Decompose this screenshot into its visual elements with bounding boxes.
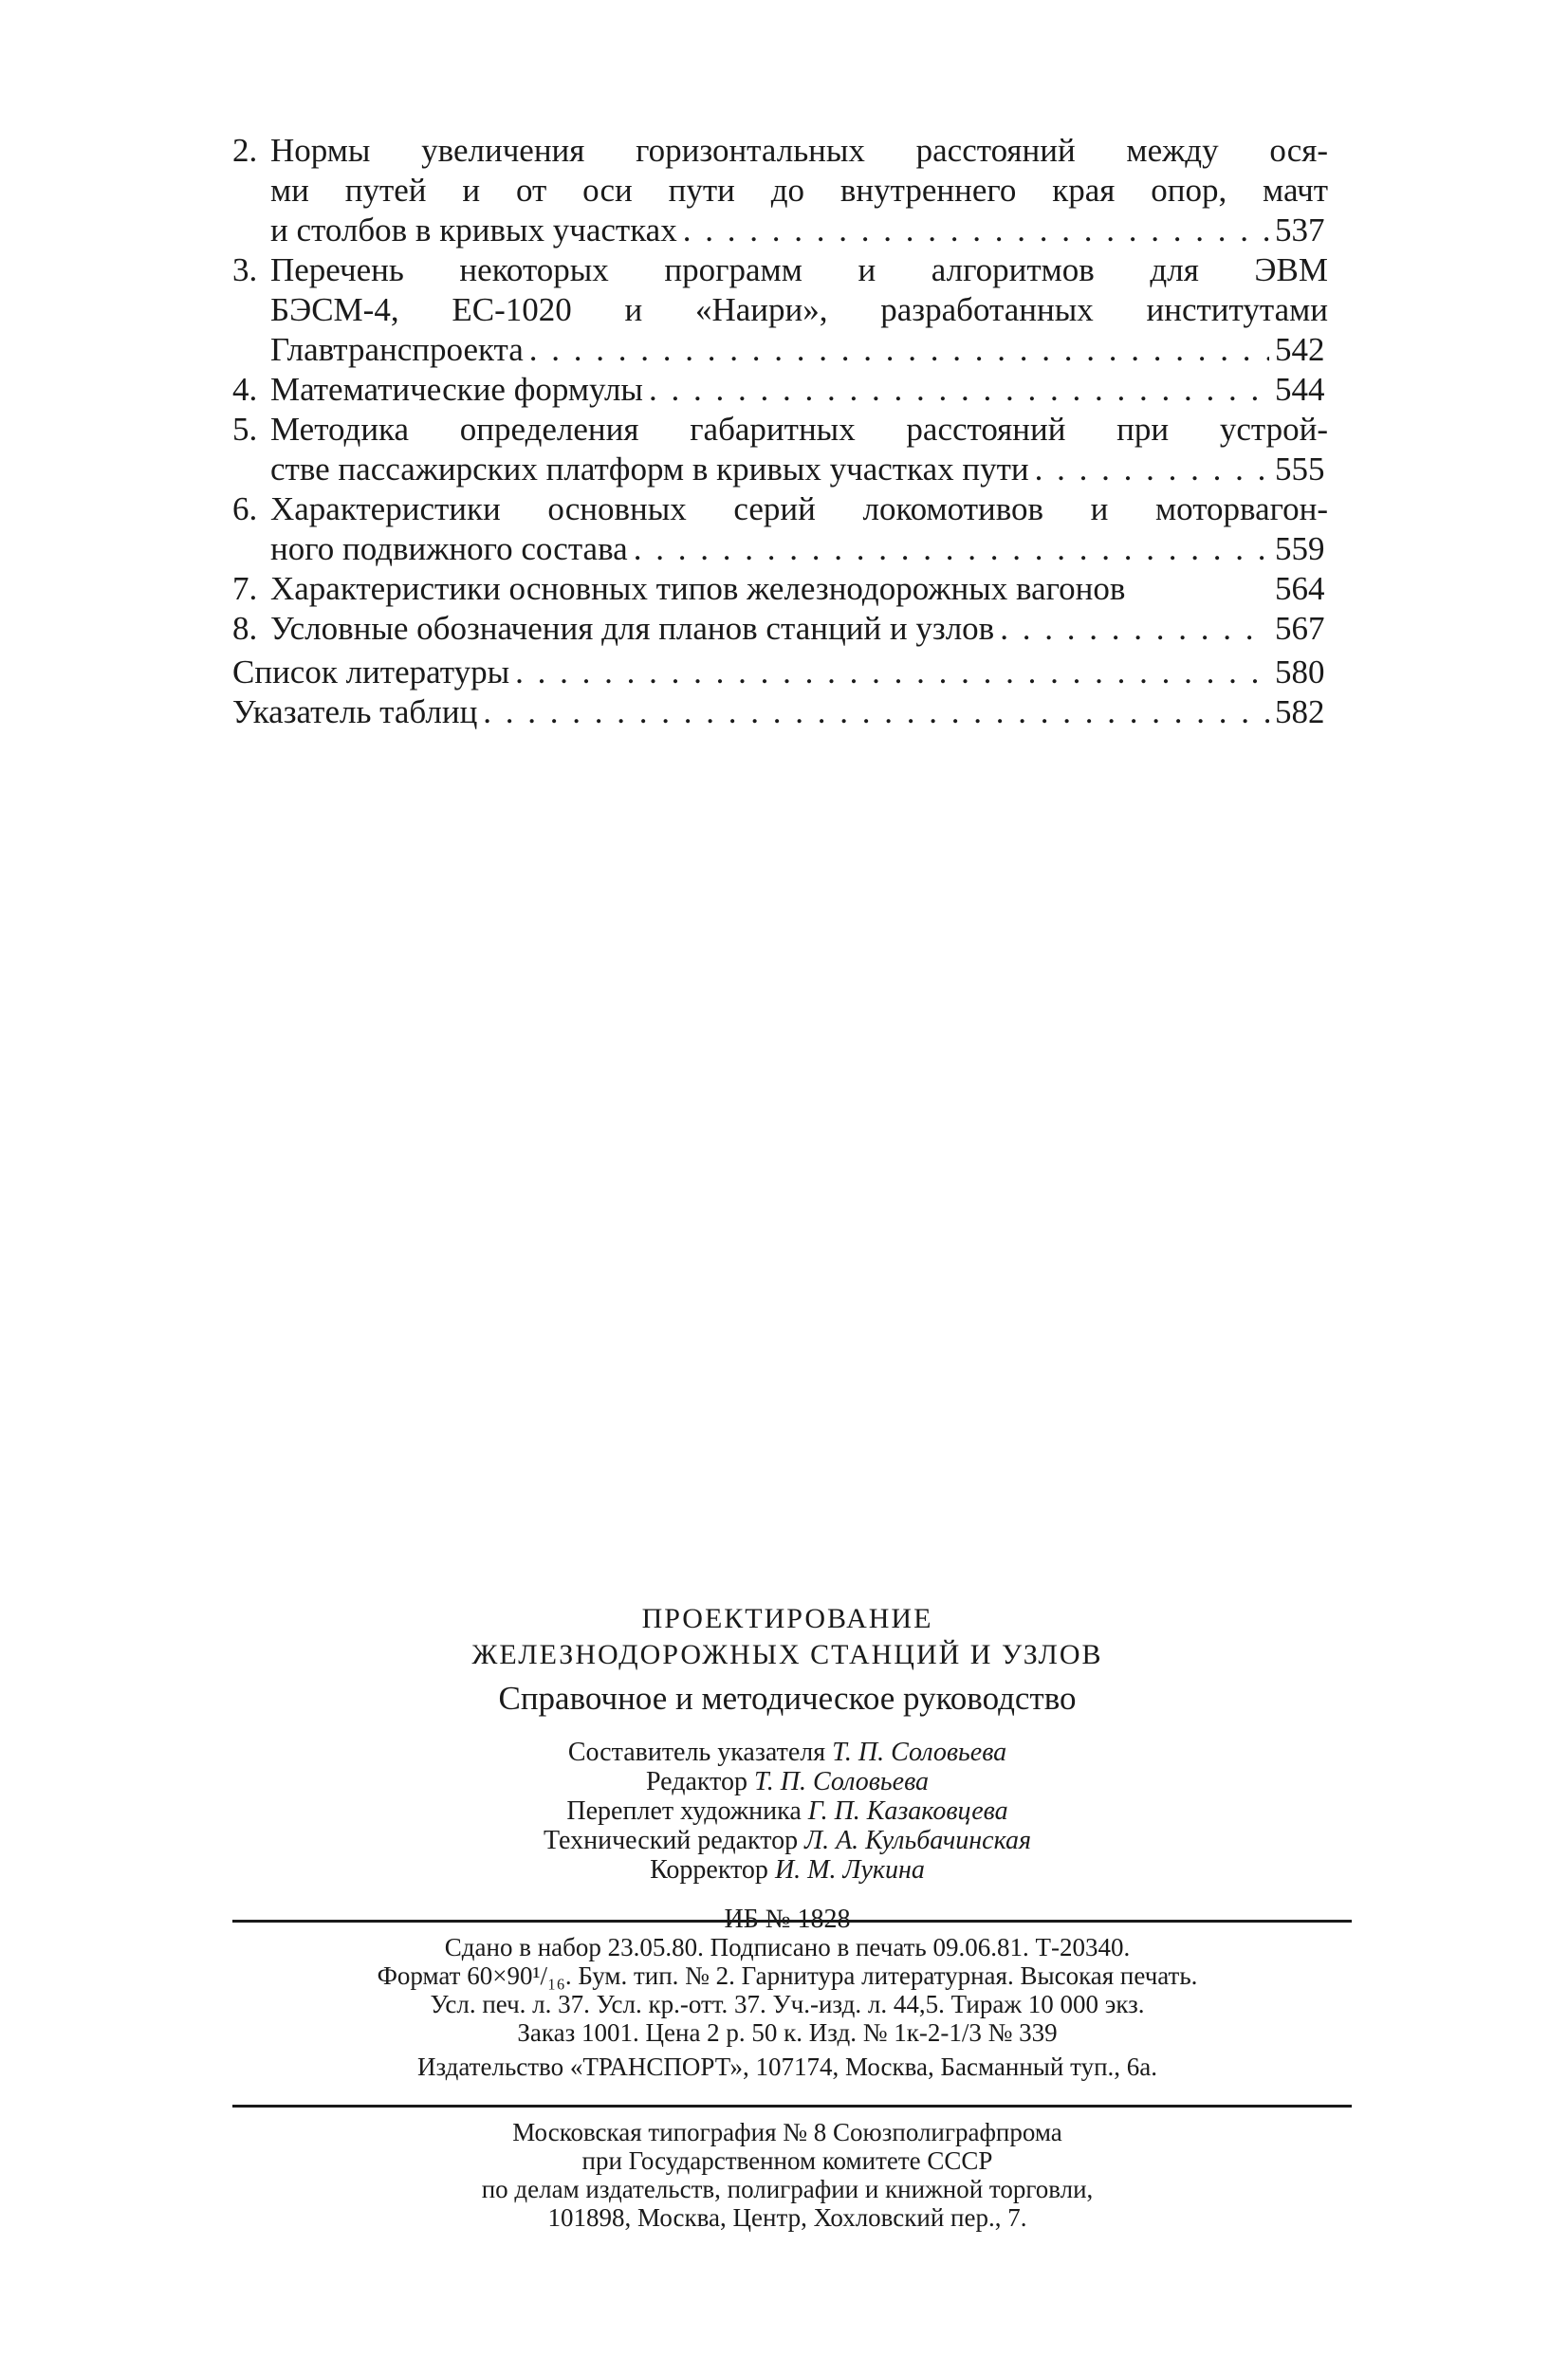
printer-info	[218, 2118, 1356, 2232]
toc-entry-text-line: Указатель таблиц	[232, 693, 478, 730]
credit-line	[218, 1796, 1356, 1826]
toc-entry-number: 6.	[232, 490, 258, 527]
toc-page-number: 555	[1275, 451, 1325, 488]
colophon	[218, 1601, 1356, 1936]
toc-entry-references	[232, 653, 1328, 692]
dot-leader	[683, 211, 1269, 250]
toc-entry-text-line: Главтранспроекта	[270, 331, 524, 368]
toc-page-number: 582	[1275, 693, 1325, 730]
toc-entry-text-line: ного подвижного состава	[270, 530, 628, 567]
toc-entry-text-line: Характеристики основных типов железнодорожных вагонов	[270, 570, 1126, 607]
toc-entry-last-line	[270, 330, 1328, 370]
dot-leader	[1000, 609, 1269, 649]
credit-name: Г. П. Казаковцева	[807, 1796, 1008, 1826]
printer-line: Московская типография № 8 Союзполиграфпрома	[512, 2118, 1062, 2146]
toc-entry	[232, 569, 1328, 609]
toc-page-number: 537	[1275, 212, 1325, 249]
toc-entry-text-line: Условные обозначения для планов станций и узлов	[270, 610, 995, 647]
imprint-line: Сдано в набор 23.05.80. Подписано в печать 09.06.81. Т-20340.	[444, 1933, 1131, 1961]
credit-role: Технический редактор	[544, 1826, 799, 1855]
toc-entry-number: 3.	[232, 251, 258, 288]
toc-entry-text-line: стве пассажирских платформ в кривых участках пути	[270, 451, 1029, 488]
toc-entry-text-line: ми путей и от оси пути до внутреннего края опор, мачт	[270, 172, 1328, 209]
toc-entry	[232, 410, 1328, 489]
divider-rule	[232, 1920, 1352, 1923]
credit-role: Переплет художника	[566, 1796, 802, 1826]
credit-name: И. М. Лукина	[774, 1855, 925, 1885]
publisher-line: Издательство «ТРАНСПОРТ», 107174, Москва, Басманный туп., 6а.	[416, 2053, 1158, 2081]
toc-page-number: 580	[1275, 654, 1325, 690]
toc-entry	[232, 250, 1328, 370]
toc-page-number: 542	[1275, 331, 1325, 368]
dot-leader	[483, 692, 1269, 732]
imprint-line: Усл. печ. л. 37. Усл. кр.-отт. 37. Уч.-изд. л. 44,5. Тираж 10 000 экз.	[430, 1990, 1145, 2018]
toc-entry-number: 7.	[232, 570, 258, 607]
toc-entry-last-line	[270, 569, 1328, 609]
toc-entry-text-line: Перечень некоторых программ и алгоритмов для ЭВМ	[270, 251, 1328, 288]
toc-entry-number: 4.	[232, 371, 258, 408]
toc-entry-last-line	[232, 692, 1328, 732]
printer-line: при Государственном комитете СССР	[581, 2146, 993, 2175]
book-title-line-1: ПРОЕКТИРОВАНИЕ	[641, 1603, 933, 1634]
credit-name: Т. П. Соловьева	[754, 1767, 930, 1796]
toc-entry	[232, 489, 1328, 569]
credits-list	[218, 1738, 1356, 1885]
toc-entry-last-line	[270, 370, 1328, 410]
toc-entry	[232, 609, 1328, 649]
toc-entry-last-line	[270, 529, 1328, 569]
toc-entry	[232, 131, 1328, 250]
credit-role: Корректор	[650, 1855, 768, 1885]
toc-entry-text-line: Характеристики основных серий локомотивов и моторвагон-	[270, 490, 1328, 527]
imprint-line: Формат 60×90¹/₁₆. Бум. тип. № 2. Гарнитура литературная. Высокая печать.	[377, 1961, 1198, 1990]
toc-entry-number: 2.	[232, 132, 258, 169]
toc-entry-number: 5.	[232, 411, 258, 448]
credit-name: Т. П. Соловьева	[832, 1738, 1007, 1767]
toc-entry-text-line: Нормы увеличения горизонтальных расстояний между ося-	[270, 132, 1328, 169]
toc-entry-last-line	[270, 609, 1328, 649]
toc-page-number: 567	[1275, 610, 1325, 647]
credit-line	[218, 1767, 1356, 1796]
toc-entry	[232, 370, 1328, 410]
book-title-line-2: ЖЕЛЕЗНОДОРОЖНЫХ СТАНЦИЙ И УЗЛОВ	[471, 1639, 1103, 1670]
credit-line	[218, 1855, 1356, 1885]
ib-number: ИБ № 1828	[724, 1905, 851, 1934]
dot-leader	[634, 529, 1269, 569]
print-imprint	[218, 1933, 1356, 2047]
dot-leader	[529, 330, 1269, 370]
toc-page-number: 544	[1275, 371, 1325, 408]
imprint-line: Заказ 1001. Цена 2 р. 50 к. Изд. № 1к-2-1/3 № 339	[517, 2018, 1058, 2047]
toc-entry-text-line: Список литературы	[232, 654, 510, 690]
toc-page-number: 564	[1275, 570, 1325, 607]
toc-entry-text-line: Методика определения габаритных расстояний при устрой-	[270, 411, 1328, 448]
credit-line	[218, 1826, 1356, 1855]
credit-name: Л. А. Кульбачинская	[804, 1826, 1031, 1855]
printer-line: по делам издательств, полиграфии и книжной торговли,	[481, 2175, 1094, 2203]
toc-entry-text-line: и столбов в кривых участках	[270, 212, 677, 249]
book-subtitle: Справочное и методическое руководство	[498, 1680, 1077, 1717]
toc-page-number: 559	[1275, 530, 1325, 567]
toc-entry-last-line	[270, 450, 1328, 489]
toc-entry-table-index	[232, 692, 1328, 732]
divider-rule	[232, 2105, 1352, 2108]
dot-leader	[515, 653, 1269, 692]
credit-line	[218, 1738, 1356, 1767]
toc-entry-text-line: Математические формулы	[270, 371, 643, 408]
credit-role: Составитель указателя	[567, 1738, 826, 1767]
toc-entry-text-line: БЭСМ-4, ЕС-1020 и «Наири», разработанных институтами	[270, 291, 1328, 328]
table-of-contents	[232, 131, 1328, 732]
printer-line: 101898, Москва, Центр, Хохловский пер., 7.	[547, 2203, 1027, 2232]
toc-entry-last-line	[270, 211, 1328, 250]
dot-leader	[649, 370, 1269, 410]
credit-role: Редактор	[645, 1767, 747, 1796]
toc-entry-number: 8.	[232, 610, 258, 647]
dot-leader	[1035, 450, 1269, 489]
toc-entry-last-line	[232, 653, 1328, 692]
